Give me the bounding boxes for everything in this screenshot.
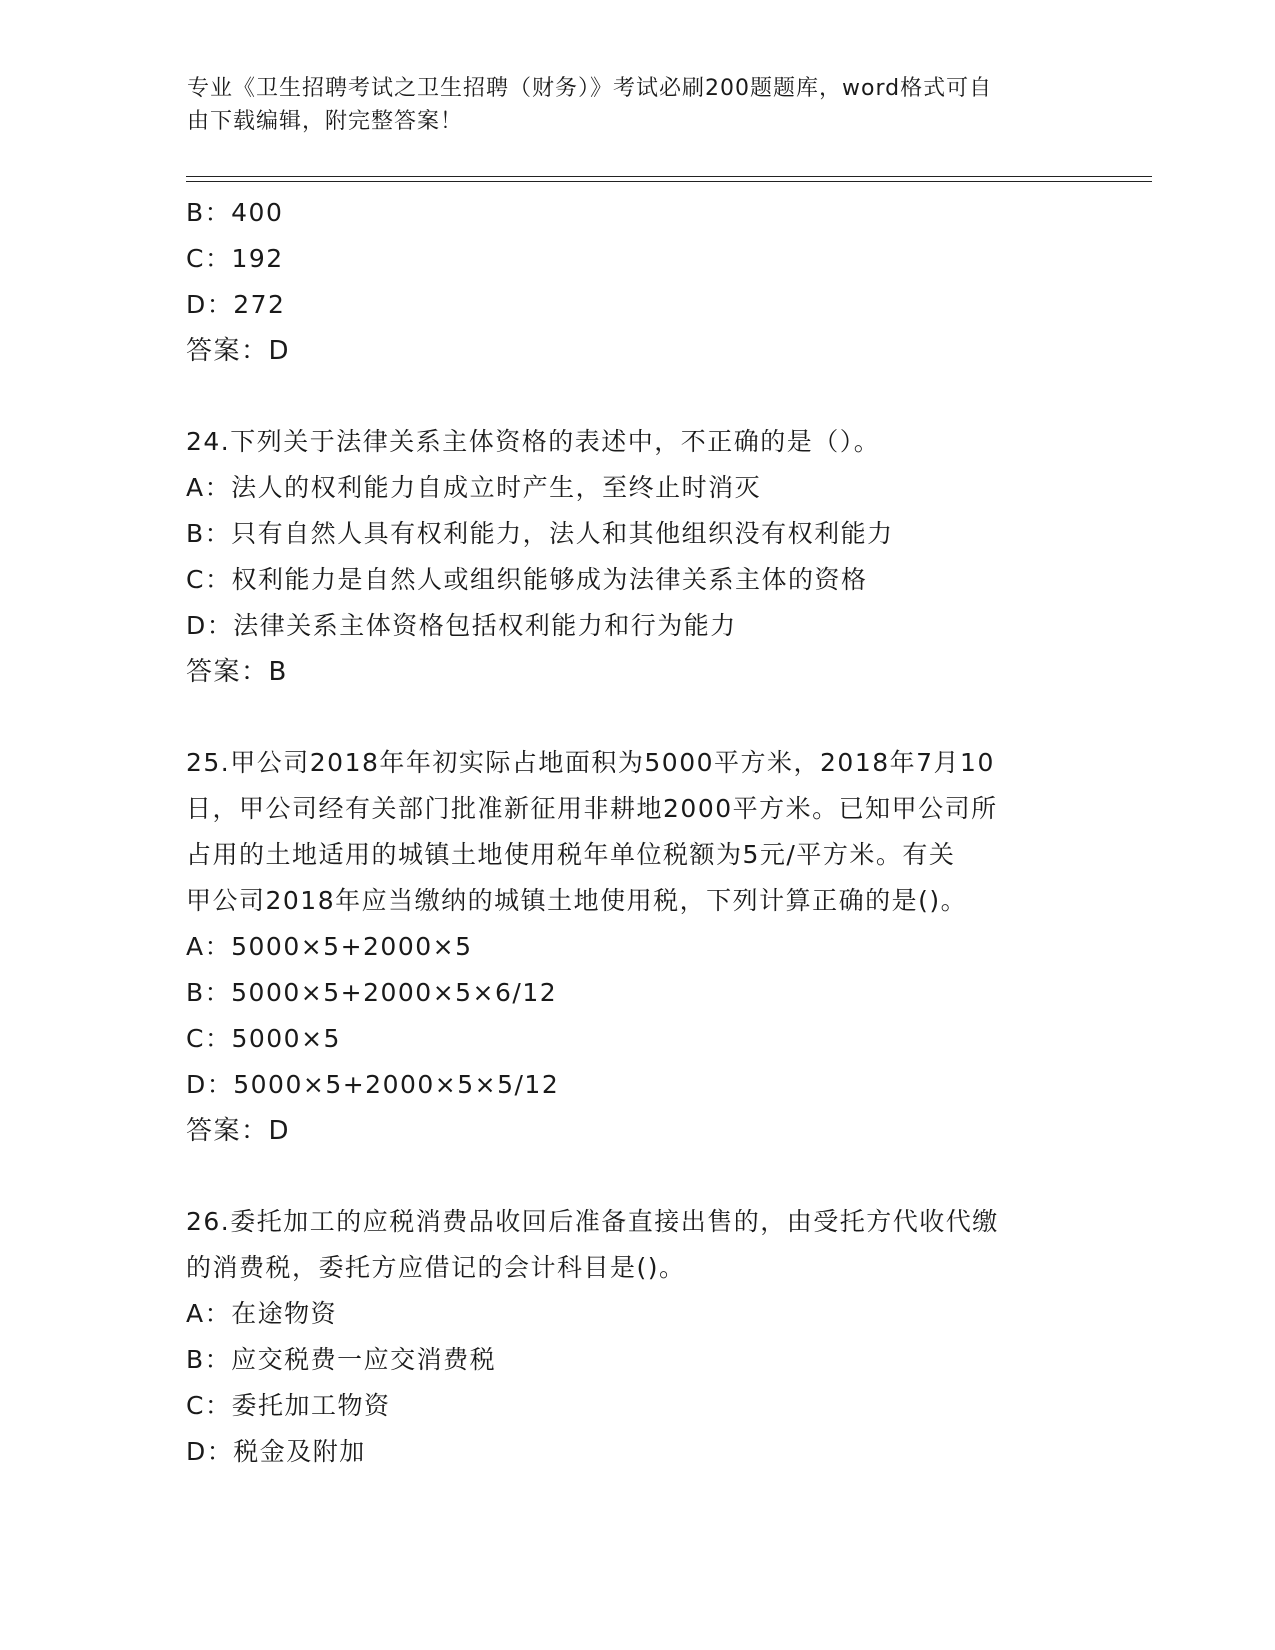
- answer-line: 答案：D: [186, 1116, 291, 1146]
- header-divider-top: [186, 176, 1152, 177]
- option-a: A：5000×5+2000×5: [186, 932, 473, 961]
- option-d: D：税金及附加: [186, 1437, 366, 1466]
- answer-line: 答案：D: [186, 336, 291, 366]
- answer-line: 答案：B: [186, 657, 288, 687]
- option-b: B：400: [186, 198, 284, 227]
- option-d: D：272: [186, 290, 286, 319]
- option-b: B：5000×5+2000×5×6/12: [186, 978, 558, 1007]
- option-b: B：只有自然人具有权利能力，法人和其他组织没有权利能力: [186, 519, 894, 548]
- option-a: A：法人的权利能力自成立时产生，至终止时消灭: [186, 473, 762, 502]
- option-b: B：应交税费一应交消费税: [186, 1345, 497, 1374]
- question-26: [186, 1199, 1086, 1475]
- question-text-line-3: 占用的土地适用的城镇土地使用税年单位税额为5元/平方米。有关: [186, 840, 956, 869]
- question-content: [186, 190, 1086, 1475]
- spacer: [186, 1154, 1086, 1199]
- option-d: D：5000×5+2000×5×5/12: [186, 1070, 560, 1099]
- question-text-line-1: 25.甲公司2018年年初实际占地面积为5000平方米，2018年7月10: [186, 748, 995, 777]
- header-title-line-2: 由下载编辑，附完整答案！: [187, 109, 464, 134]
- header-title-line-1: 专业《卫生招聘考试之卫生招聘（财务）》考试必刷200题题库，word格式可自: [187, 76, 993, 101]
- question-text-line-2: 日，甲公司经有关部门批准新征用非耕地2000平方米。已知甲公司所: [186, 794, 998, 823]
- option-c: C：192: [186, 244, 284, 273]
- question-text-line-2: 的消费税，委托方应借记的会计科目是()。: [186, 1253, 686, 1282]
- question-text: 24.下列关于法律关系主体资格的表述中，不正确的是（）。: [186, 427, 881, 456]
- option-c: C：权利能力是自然人或组织能够成为法律关系主体的资格: [186, 565, 868, 594]
- question-text-line-1: 26.委托加工的应税消费品收回后准备直接出售的，由受托方代收代缴: [186, 1207, 999, 1236]
- option-c: C：5000×5: [186, 1024, 341, 1053]
- option-c: C：委托加工物资: [186, 1391, 391, 1420]
- option-a: A：在途物资: [186, 1299, 338, 1328]
- question-text-line-4: 甲公司2018年应当缴纳的城镇土地使用税，下列计算正确的是()。: [186, 886, 968, 915]
- spacer: [186, 374, 1086, 419]
- question-24: [186, 419, 1086, 695]
- option-d: D：法律关系主体资格包括权利能力和行为能力: [186, 611, 737, 640]
- header-divider-bottom: [186, 181, 1152, 182]
- document-header: [187, 72, 1087, 138]
- question-25: [186, 740, 1086, 1154]
- spacer: [186, 695, 1086, 740]
